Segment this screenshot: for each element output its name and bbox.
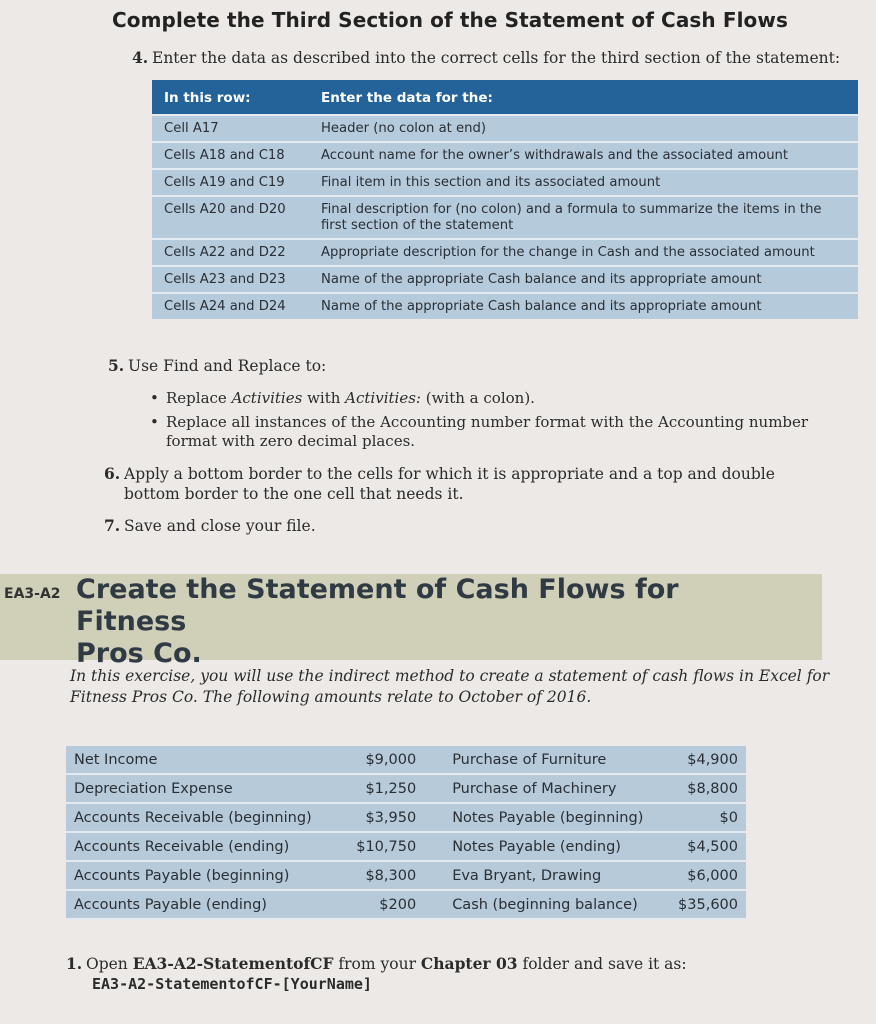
bullet-text: (with a colon). bbox=[420, 389, 535, 407]
step-7-text: Save and close your file. bbox=[124, 517, 316, 535]
cell-instructions-table bbox=[152, 80, 858, 319]
step-5 bbox=[108, 356, 326, 376]
step-1-text: from your bbox=[333, 955, 421, 973]
row-cell: Cells A22 and D22 bbox=[152, 239, 309, 266]
account-amount: $8,300 bbox=[347, 861, 424, 890]
account-label: Eva Bryant, Drawing bbox=[424, 861, 659, 890]
bullet-icon: • bbox=[150, 413, 159, 431]
account-amount: $10,750 bbox=[347, 832, 424, 861]
step-1-text: folder and save it as: bbox=[517, 955, 687, 973]
account-amount: $4,900 bbox=[659, 746, 746, 774]
column-header-data: Enter the data for the: bbox=[309, 80, 858, 115]
column-header-row: In this row: bbox=[152, 80, 309, 115]
bullet-icon: • bbox=[150, 389, 159, 407]
table-row bbox=[66, 861, 746, 890]
account-amount: $6,000 bbox=[659, 861, 746, 890]
amounts-table bbox=[66, 746, 746, 920]
account-label: Accounts Payable (ending) bbox=[66, 890, 347, 919]
step-4-text: Enter the data as described into the correct cells for the third section of the statement: bbox=[152, 49, 841, 67]
step-1-folder: Chapter 03 bbox=[420, 954, 518, 973]
data-cell: Name of the appropriate Cash balance and its appropriate amount bbox=[309, 266, 858, 293]
table-row bbox=[152, 239, 858, 266]
bullet-term: Activities bbox=[231, 389, 303, 407]
step-6-number: 6. bbox=[104, 464, 121, 483]
account-amount: $9,000 bbox=[347, 746, 424, 774]
account-amount: $0 bbox=[659, 803, 746, 832]
row-cell: Cells A20 and D20 bbox=[152, 196, 309, 239]
bullet-replace-format bbox=[150, 413, 826, 451]
table-row bbox=[66, 774, 746, 803]
exercise-code: EA3-A2 bbox=[4, 586, 61, 602]
step-1-text: Open bbox=[86, 955, 133, 973]
table-header-row bbox=[152, 80, 858, 115]
data-cell: Final item in this section and its associated amount bbox=[309, 169, 858, 196]
account-amount: $4,500 bbox=[659, 832, 746, 861]
bullet-text: Replace bbox=[166, 389, 232, 407]
table-row bbox=[152, 142, 858, 169]
step-7-number: 7. bbox=[104, 516, 121, 535]
step-7 bbox=[104, 516, 316, 536]
account-label: Depreciation Expense bbox=[66, 774, 347, 803]
account-label: Purchase of Furniture bbox=[424, 746, 659, 774]
step-6-text: bottom border to the one cell that needs it. bbox=[124, 485, 464, 503]
step-5-number: 5. bbox=[108, 356, 125, 375]
step-4-number: 4. bbox=[132, 48, 149, 67]
account-label: Net Income bbox=[66, 746, 347, 774]
account-label: Accounts Receivable (ending) bbox=[66, 832, 347, 861]
table-row bbox=[66, 746, 746, 774]
account-label: Cash (beginning balance) bbox=[424, 890, 659, 919]
step-4 bbox=[132, 48, 852, 68]
row-cell: Cells A19 and C19 bbox=[152, 169, 309, 196]
account-label: Accounts Receivable (beginning) bbox=[66, 803, 347, 832]
account-label: Purchase of Machinery bbox=[424, 774, 659, 803]
account-label: Accounts Payable (beginning) bbox=[66, 861, 347, 890]
account-label: Notes Payable (beginning) bbox=[424, 803, 659, 832]
table-row bbox=[152, 266, 858, 293]
table-row bbox=[66, 803, 746, 832]
step-5-text: Use Find and Replace to: bbox=[128, 357, 327, 375]
bullet-text: format with zero decimal places. bbox=[166, 432, 416, 450]
exercise-title-line: Create the Statement of Cash Flows for Fitness bbox=[76, 574, 679, 637]
section-heading: Complete the Third Section of the Statement of Cash Flows bbox=[112, 8, 788, 32]
bullet-term: Activities: bbox=[345, 389, 421, 407]
account-amount: $1,250 bbox=[347, 774, 424, 803]
account-amount: $200 bbox=[347, 890, 424, 919]
account-amount: $3,950 bbox=[347, 803, 424, 832]
account-amount: $8,800 bbox=[659, 774, 746, 803]
data-cell: Appropriate description for the change in Cash and the associated amount bbox=[309, 239, 858, 266]
account-amount: $35,600 bbox=[659, 890, 746, 919]
table-row bbox=[152, 169, 858, 196]
row-cell: Cell A17 bbox=[152, 115, 309, 142]
bullet-text: with bbox=[302, 389, 346, 407]
step-6 bbox=[104, 464, 824, 504]
table-row bbox=[66, 890, 746, 919]
step-6-text: Apply a bottom border to the cells for which it is appropriate and a top and double bbox=[124, 465, 775, 483]
data-cell: Name of the appropriate Cash balance and its appropriate amount bbox=[309, 293, 858, 319]
step-1-saveas-filename: EA3-A2-StatementofCF-[YourName] bbox=[92, 975, 372, 993]
row-cell: Cells A24 and D24 bbox=[152, 293, 309, 319]
account-label: Notes Payable (ending) bbox=[424, 832, 659, 861]
step-1-number: 1. bbox=[66, 954, 83, 973]
row-cell: Cells A18 and C18 bbox=[152, 142, 309, 169]
exercise-title bbox=[76, 574, 796, 670]
table-row bbox=[152, 293, 858, 319]
exercise-intro bbox=[70, 666, 830, 708]
row-cell: Cells A23 and D23 bbox=[152, 266, 309, 293]
exercise-step-1 bbox=[66, 954, 846, 994]
intro-line: Fitness Pros Co. The following amounts relate to October of 2016. bbox=[70, 688, 592, 706]
table-row bbox=[152, 115, 858, 142]
data-cell: Header (no colon at end) bbox=[309, 115, 858, 142]
table-row bbox=[152, 196, 858, 239]
intro-line: In this exercise, you will use the indirect method to create a statement of cash flows in Excel for bbox=[70, 667, 830, 685]
step-1-filename: EA3-A2-StatementofCF bbox=[132, 954, 334, 973]
data-cell: Final description for (no colon) and a formula to summarize the items in the first section of the statement bbox=[309, 196, 858, 239]
bullet-replace-activities bbox=[150, 389, 535, 408]
bullet-text: Replace all instances of the Accounting number format with the Accounting number bbox=[166, 413, 809, 431]
exercise-title-line: Pros Co. bbox=[76, 638, 202, 669]
table-row bbox=[66, 832, 746, 861]
data-cell: Account name for the owner’s withdrawals and the associated amount bbox=[309, 142, 858, 169]
